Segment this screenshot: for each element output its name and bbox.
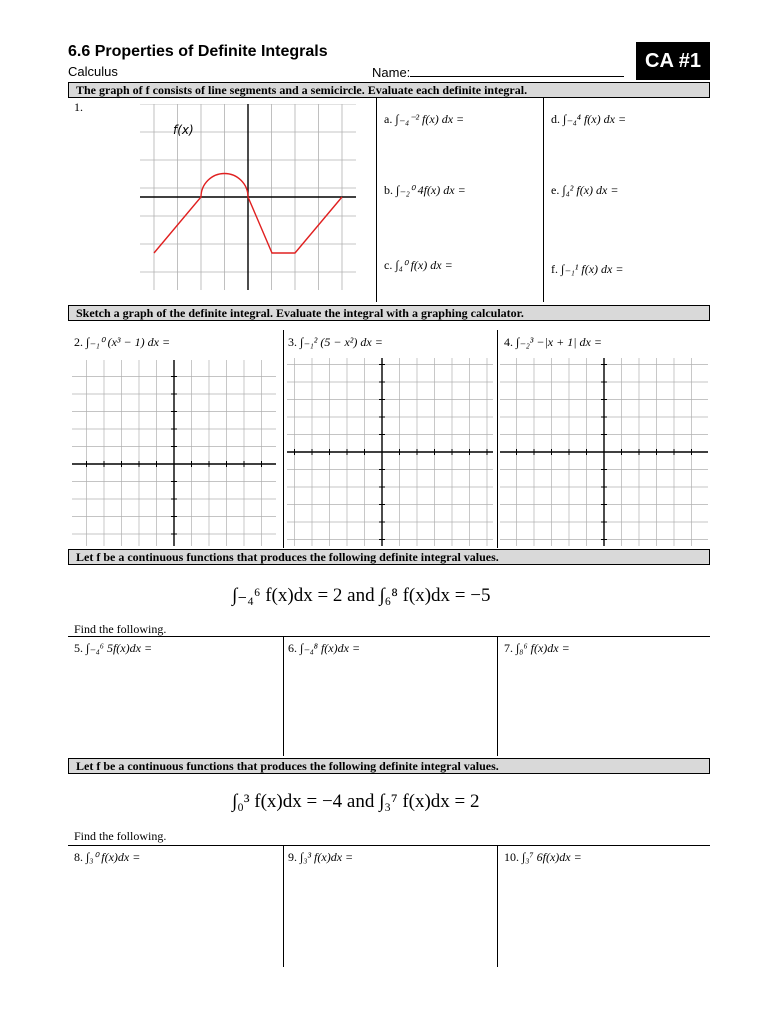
- section4-instruction: Let f be a continuous functions that produces the following definite integral values.: [68, 758, 710, 774]
- problem-1-number: 1.: [74, 100, 83, 114]
- problem-8: 8. ∫₃⁰ f(x)dx =: [74, 850, 141, 864]
- section4-find: Find the following.: [74, 829, 167, 843]
- section1-instruction: The graph of f consists of line segments and a semicircle. Evaluate each definite integral.: [68, 82, 710, 98]
- problem-2: 2. ∫₋₁⁰ (x³ − 1) dx =: [74, 335, 171, 349]
- name-field[interactable]: [372, 64, 624, 80]
- part-c: c. ∫₄⁰ f(x) dx =: [384, 258, 453, 272]
- part-e: e. ∫₄² f(x) dx =: [551, 183, 619, 197]
- section3-given: ∫₋₄⁶ f(x)dx = 2 and ∫₆⁸ f(x)dx = −5: [232, 585, 491, 606]
- problem-4: 4. ∫₋₂³ −|x + 1| dx =: [504, 335, 602, 349]
- f-graph-label: f(x): [173, 123, 194, 137]
- assignment-badge: CA #1: [636, 42, 710, 80]
- problem-9: 9. ∫₃³ f(x)dx =: [288, 850, 354, 864]
- problem-7: 7. ∫₈⁶ f(x)dx =: [504, 641, 570, 655]
- graph-grid-2[interactable]: [72, 360, 276, 546]
- section4-given: ∫₀³ f(x)dx = −4 and ∫₃⁷ f(x)dx = 2: [232, 791, 480, 812]
- part-d: d. ∫₋₄⁴ f(x) dx =: [551, 112, 627, 126]
- subject-label: Calculus: [68, 64, 118, 79]
- section2-instruction: Sketch a graph of the definite integral. Evaluate the integral with a graphing calculator.: [68, 305, 710, 321]
- part-b: b. ∫₋₂⁰ 4f(x) dx =: [384, 183, 466, 197]
- problem-3: 3. ∫₋₁² (5 − x²) dx =: [288, 335, 383, 349]
- section3-instruction: Let f be a continuous functions that produces the following definite integral values.: [68, 549, 710, 565]
- graph-grid-4[interactable]: [500, 358, 708, 546]
- name-line[interactable]: [410, 64, 624, 77]
- part-f: f. ∫₋₁¹ f(x) dx =: [551, 262, 624, 276]
- graph-grid-3[interactable]: [287, 358, 493, 546]
- problem-5: 5. ∫₋₄⁶ 5f(x)dx =: [74, 641, 153, 655]
- name-label: Name:: [372, 65, 411, 80]
- f-graph: [140, 104, 356, 290]
- problem-10: 10. ∫₃⁷ 6f(x)dx =: [504, 850, 582, 864]
- problem-6: 6. ∫₋₄⁸ f(x)dx =: [288, 641, 361, 655]
- page-title: 6.6 Properties of Definite Integrals: [68, 43, 328, 60]
- part-a: a. ∫₋₄⁻² f(x) dx =: [384, 112, 465, 126]
- section3-find: Find the following.: [74, 622, 167, 636]
